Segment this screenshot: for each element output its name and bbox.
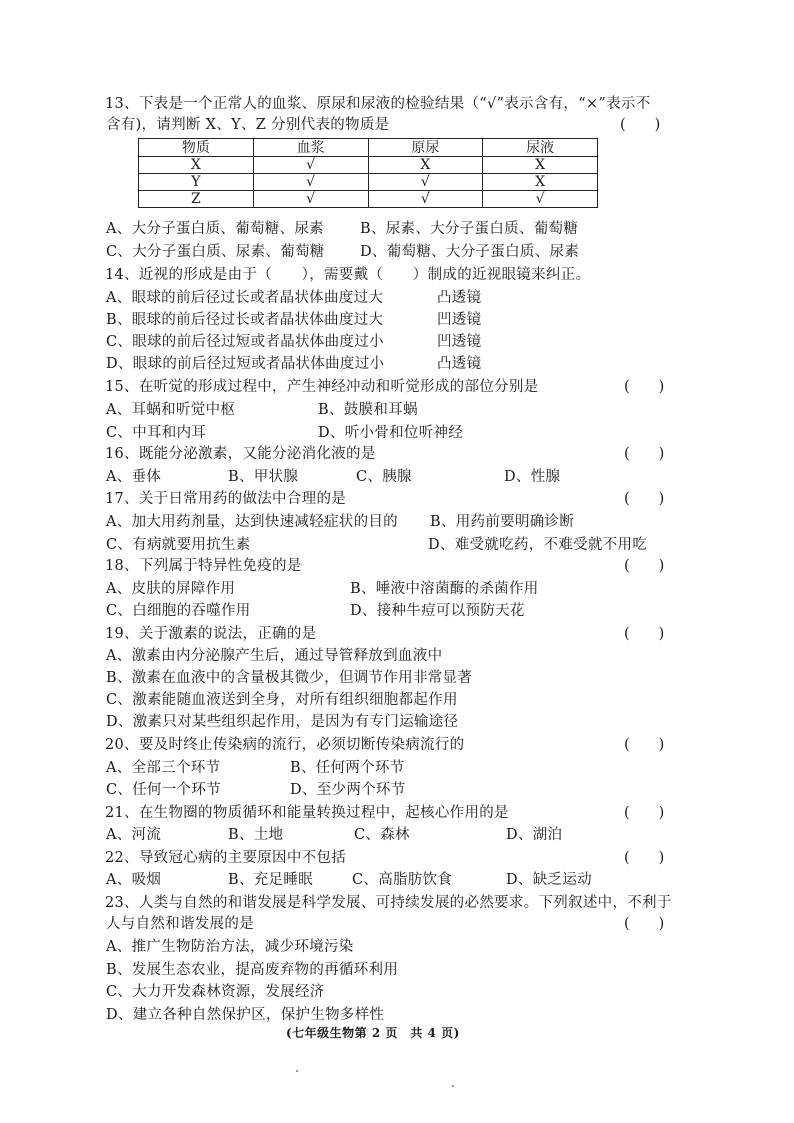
table-row: [139, 157, 598, 174]
q18-stem: 18、下列属于特异性免疫的是: [105, 558, 302, 574]
q19-answer-paren: ( ): [624, 626, 665, 642]
q21-option-c: C、森林: [354, 827, 410, 843]
table-cell: √: [253, 191, 368, 208]
q17-option-a: A、加大用药剂量，达到快速减轻症状的目的: [106, 514, 398, 530]
table-header-cell: 物质: [139, 139, 254, 157]
q17-stem: 17、关于日常用药的做法中合理的是: [105, 491, 347, 507]
q20-answer-paren: ( ): [624, 737, 665, 753]
q18-option-d: D、接种牛痘可以预防天花: [350, 603, 525, 619]
q23-option-d: D、建立各种自然保护区，保护生物多样性: [106, 1007, 385, 1023]
q16-stem: 16、既能分泌激素，又能分泌消化液的是: [105, 446, 376, 462]
table-cell: Y: [139, 174, 254, 191]
q18-option-a: A、皮肤的屏障作用: [106, 581, 236, 597]
table-cell: √: [253, 157, 368, 174]
scan-speck: [452, 1085, 454, 1087]
q20-option-a: A、全部三个环节: [106, 760, 221, 776]
q18-answer-paren: ( ): [624, 558, 665, 574]
q15-option-c: C、中耳和内耳: [106, 425, 207, 441]
table-row: [139, 174, 598, 191]
q13-option-c: C、大分子蛋白质、尿素、葡萄糖: [106, 244, 325, 260]
q14-option-d: D、眼球的前后径过短或者晶状体曲度过小: [106, 356, 385, 372]
table-cell: X: [368, 157, 483, 174]
q15-option-b: B、鼓膜和耳蜗: [318, 402, 418, 418]
table-cell: X: [483, 174, 598, 191]
q21-stem: 21、在生物圈的物质循环和能量转换过程中，起核心作用的是: [105, 805, 509, 821]
q22-option-b: B、充足睡眠: [228, 872, 313, 888]
q22-option-c: C、高脂肪饮食: [352, 872, 453, 888]
q23-stem-line2: 人与自然和谐发展的是: [106, 916, 254, 932]
q16-option-b: B、甲状腺: [228, 469, 299, 485]
q13-table: [138, 138, 598, 208]
q21-option-b: B、土地: [228, 827, 284, 843]
q14-option-d-lens: 凸透镜: [437, 356, 482, 372]
q15-option-a: A、耳蜗和听觉中枢: [106, 402, 236, 418]
q20-option-b: B、任何两个环节: [290, 760, 405, 776]
q17-answer-paren: ( ): [624, 491, 665, 507]
q17-option-d: D、难受就吃药，不难受就不用吃: [428, 537, 648, 553]
q14-option-a: A、眼球的前后径过长或者晶状体曲度过大: [106, 290, 384, 306]
table-cell: √: [483, 191, 598, 208]
scan-speck: [296, 1070, 298, 1072]
q23-answer-paren: ( ): [624, 916, 665, 932]
table-cell: Z: [139, 191, 254, 208]
q23-stem-line1: 23、人类与自然的和谐发展是科学发展、可持续发展的必然要求。下列叙述中，不利于: [105, 895, 672, 911]
q21-option-a: A、河流: [106, 827, 162, 843]
table-row: [139, 191, 598, 208]
q19-option-c: C、激素能随血液送到全身，对所有组织细胞都起作用: [106, 692, 458, 708]
q18-option-b: B、唾液中溶菌酶的杀菌作用: [350, 581, 539, 597]
q14-option-c: C、眼球的前后径过短或者晶状体曲度过小: [106, 334, 384, 350]
table-header-cell: 血浆: [253, 139, 368, 157]
page-footer: (七年级生物第 2 页 共 4 页): [286, 1026, 460, 1040]
q13-stem-line2: 含有)，请判断 X、Y、Z 分别代表的物质是: [106, 117, 390, 133]
q15-option-d: D、听小骨和位听神经: [318, 425, 464, 441]
q17-option-c: C、有病就要用抗生素: [106, 537, 251, 553]
q22-option-a: A、吸烟: [106, 872, 162, 888]
table-header-cell: 尿液: [483, 139, 598, 157]
q15-answer-paren: ( ): [624, 379, 665, 395]
q13-option-b: B、尿素、大分子蛋白质、葡萄糖: [360, 221, 579, 237]
table-cell: X: [139, 157, 254, 174]
table-cell: √: [253, 174, 368, 191]
q22-stem: 22、导致冠心病的主要原因中不包括: [105, 850, 347, 866]
q23-option-c: C、大力开发森林资源，发展经济: [106, 984, 325, 1000]
table-header-row: [139, 139, 598, 157]
q13-option-a: A、大分子蛋白质、葡萄糖、尿素: [106, 221, 324, 237]
q16-option-d: D、性腺: [504, 469, 561, 485]
q14-option-a-lens: 凸透镜: [437, 290, 482, 306]
q18-option-c: C、白细胞的吞噬作用: [106, 603, 251, 619]
q23-option-a: A、推广生物防治方法，减少环境污染: [106, 939, 354, 955]
q21-option-d: D、湖泊: [506, 827, 563, 843]
table-cell: √: [368, 174, 483, 191]
q14-stem: 14、近视的形成是由于（ ），需要戴（ ）制成的近视眼镜来纠正。: [105, 267, 591, 283]
table-cell: X: [483, 157, 598, 174]
q21-answer-paren: ( ): [624, 805, 665, 821]
q14-option-c-lens: 凹透镜: [437, 334, 482, 350]
q19-option-a: A、激素由内分泌腺产生后，通过导管释放到血液中: [106, 648, 443, 664]
q13-answer-paren: ( ): [620, 117, 661, 133]
table-header-cell: 原尿: [368, 139, 483, 157]
q20-option-d: D、至少两个环节: [290, 782, 406, 798]
q14-option-b: B、眼球的前后径过长或者晶状体曲度过大: [106, 312, 384, 328]
q22-option-d: D、缺乏运动: [506, 872, 592, 888]
q14-option-b-lens: 凹透镜: [437, 312, 482, 328]
q16-option-c: C、胰腺: [356, 469, 412, 485]
q23-option-b: B、发展生态农业，提高废弃物的再循环利用: [106, 962, 399, 978]
q19-option-b: B、激素在血液中的含量极其微少，但调节作用非常显著: [106, 670, 473, 686]
q22-answer-paren: ( ): [624, 850, 665, 866]
table-cell: √: [368, 191, 483, 208]
q16-option-a: A、垂体: [106, 469, 162, 485]
q19-stem: 19、关于激素的说法，正确的是: [105, 626, 317, 642]
q17-option-b: B、用药前要明确诊断: [430, 514, 575, 530]
q13-stem-line1: 13、下表是一个正常人的血浆、原尿和尿液的检验结果（“√”表示含有，“×”表示不: [105, 96, 651, 112]
q20-option-c: C、任何一个环节: [106, 782, 221, 798]
q20-stem: 20、要及时终止传染病的流行，必须切断传染病流行的: [105, 737, 465, 753]
q19-option-d: D、激素只对某些组织起作用，是因为有专门运输途径: [106, 714, 459, 730]
q15-stem: 15、在听觉的形成过程中，产生神经冲动和听觉形成的部位分别是: [105, 379, 539, 395]
q13-option-d: D、葡萄糖、大分子蛋白质、尿素: [360, 244, 580, 260]
q16-answer-paren: ( ): [624, 446, 665, 462]
